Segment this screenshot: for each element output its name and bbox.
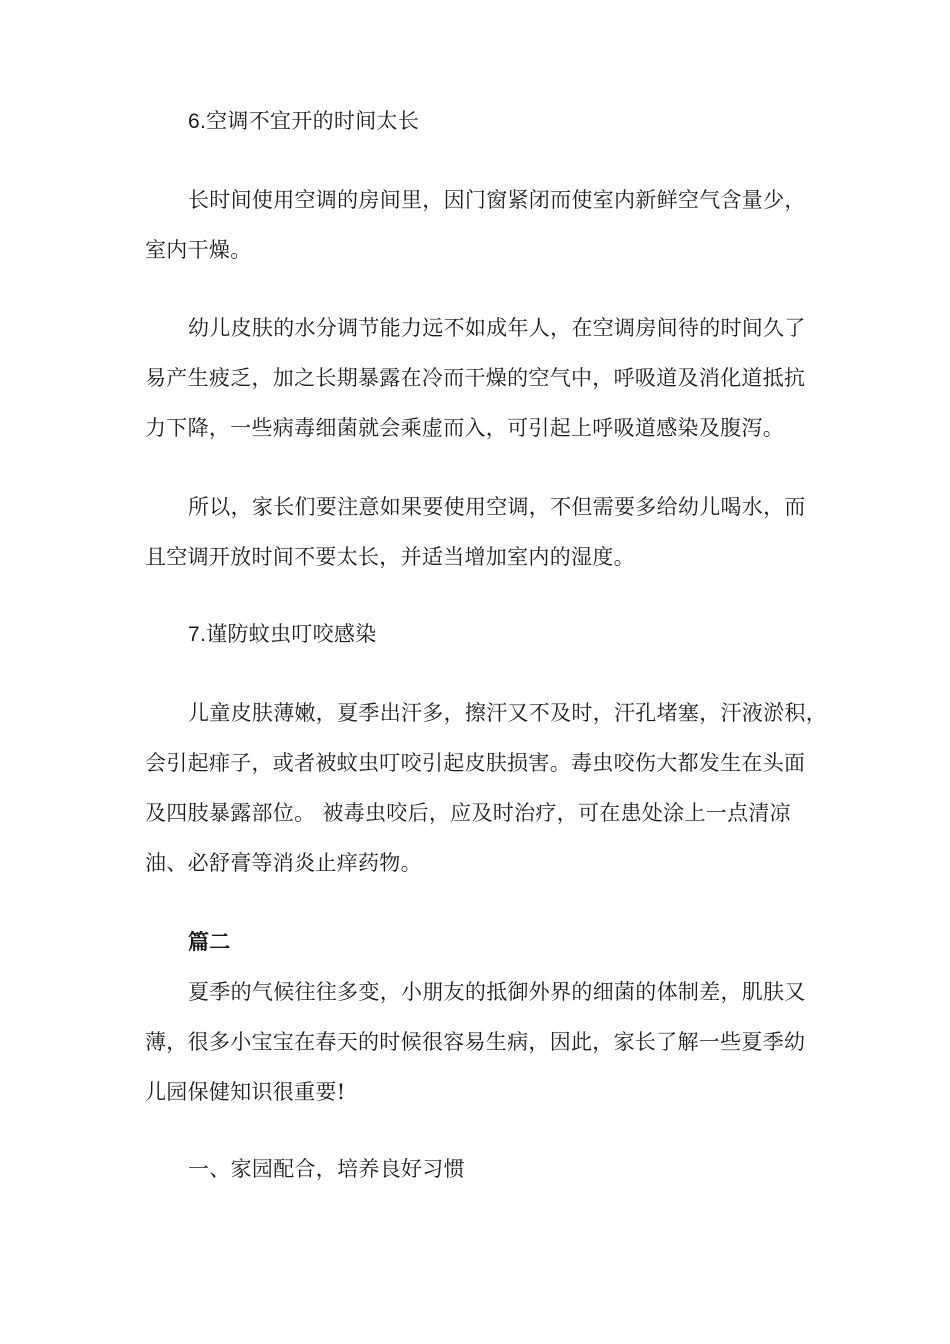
paragraph-line: 儿童皮肤薄嫩，夏季出汗多，擦汗又不及时，汗孔堵塞，汗液淤积，	[188, 701, 827, 725]
part-2-heading: 篇二	[188, 929, 231, 954]
paragraph-line: 长时间使用空调的房间里，因门窗紧闭而使室内新鲜空气含量少，	[188, 188, 806, 212]
paragraph-line: 力下降，一些病毒细菌就会乘虚而入，可引起上呼吸道感染及腹泻。	[145, 416, 784, 440]
paragraph-line: 薄，很多小宝宝在春天的时候很容易生病，因此，家长了解一些夏季幼	[145, 1030, 806, 1054]
paragraph-line: 室内干燥。	[145, 238, 252, 262]
paragraph-line: 会引起痱子，或者被蚊虫叮咬引起皮肤损害。毒虫咬伤大都发生在头面	[145, 751, 806, 775]
paragraph-line: 所以，家长们要注意如果要使用空调，不但需要多给幼儿喝水，而	[188, 495, 806, 519]
paragraph-line: 油、必舒膏等消炎止痒药物。	[145, 851, 422, 875]
paragraph-line: 幼儿皮肤的水分调节能力远不如成年人，在空调房间待的时间久了	[188, 316, 806, 340]
paragraph-line: 及四肢暴露部位。 被毒虫咬后，应及时治疗，可在患处涂上一点清凉	[145, 801, 791, 825]
paragraph-line: 易产生疲乏，加之长期暴露在冷而干燥的空气中，呼吸道及消化道抵抗	[145, 366, 806, 390]
paragraph-line: 儿园保健知识很重要!	[145, 1080, 346, 1104]
section-1-heading: 一、家园配合，培养良好习惯	[188, 1157, 465, 1181]
paragraph-line: 且空调开放时间不要太长，并适当增加室内的湿度。	[145, 545, 635, 569]
paragraph-line: 夏季的气候往往多变，小朋友的抵御外界的细菌的体制差，肌肤又	[188, 980, 806, 1004]
section-6-heading: 6.空调不宜开的时间太长	[188, 110, 420, 133]
section-7-heading: 7.谨防蚊虫叮咬感染	[188, 623, 377, 646]
